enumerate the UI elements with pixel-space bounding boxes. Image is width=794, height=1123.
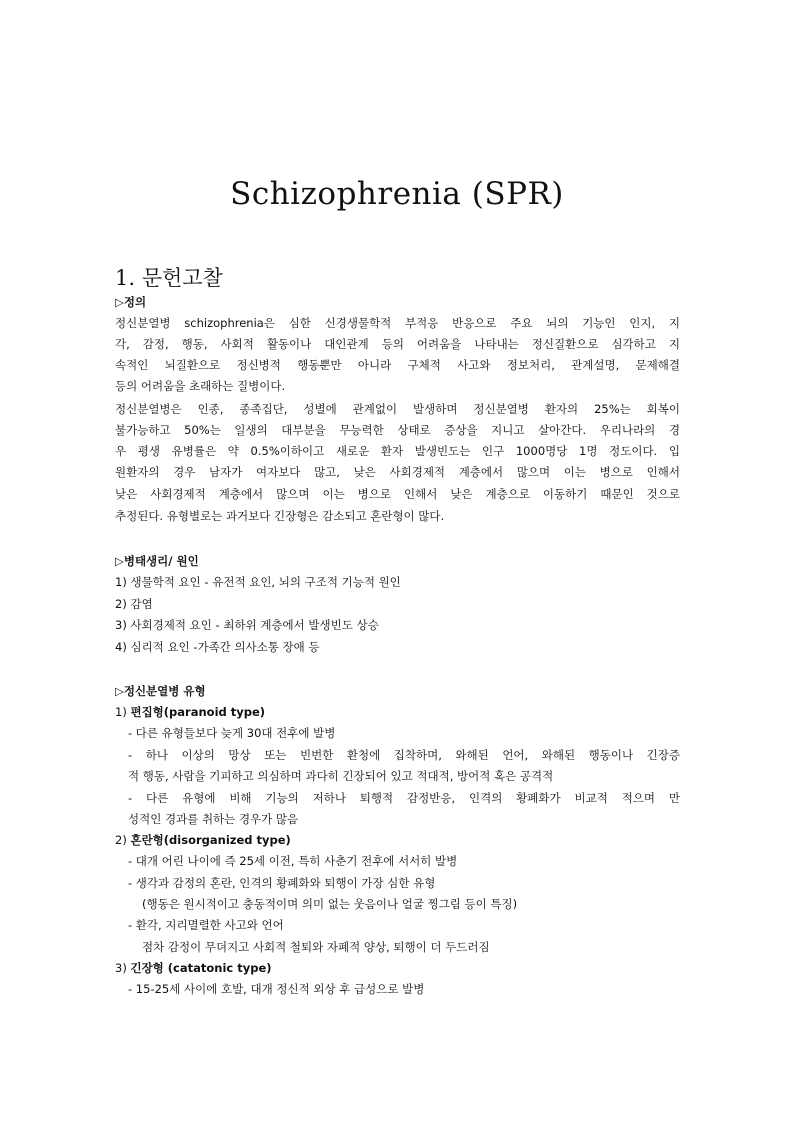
type-detail-line: - 환각, 지리멸렬한 사고와 언어 <box>128 918 284 932</box>
type-name: 편집형(paranoid type) <box>130 705 266 719</box>
epidemiology-line: 원환자의 경우 남자가 여자보다 많고, 낮은 사회경제적 계층에서 많으며 이는 병으로 인해서 <box>115 465 680 479</box>
type-detail-line: - 대개 어린 나이에 즉 25세 이전, 특히 사춘기 전후에 서서히 발병 <box>128 854 458 868</box>
causes-heading: ▷병태생리/ 원인 <box>115 554 199 568</box>
type-number: 3) <box>115 961 131 975</box>
definition-line: 등의 어려움을 초래하는 질병이다. <box>115 379 286 393</box>
cause-item: 2) 감염 <box>115 597 153 611</box>
definition-heading: ▷정의 <box>115 295 147 309</box>
type-name: 혼란형(disorganized type) <box>130 833 291 847</box>
type-detail-line: - 다른 유형들보다 늦게 30대 전후에 발병 <box>128 726 336 740</box>
cause-item: 4) 심리적 요인 -가족간 의사소통 장애 등 <box>115 640 320 654</box>
type-detail-line: (행동은 원시적이고 충동적이며 의미 없는 웃음이나 얼굴 찡그림 등이 특징) <box>142 897 518 911</box>
type-name: 긴장형 (catatonic type) <box>130 961 272 975</box>
definition-line: 정신분열병 schizophrenia은 심한 신경생물학적 부적응 반응으로 주요 뇌의 기능인 인지, 지 <box>115 316 680 330</box>
type-detail-line: 점차 감정이 무뎌지고 사회적 철퇴와 자폐적 양상, 퇴행이 더 두드러짐 <box>142 940 490 954</box>
type-number: 2) <box>115 833 131 847</box>
type-detail-line: - 다른 유형에 비해 기능의 저하나 퇴행적 감정반응, 인격의 황폐화가 비교적 적으며 만 <box>128 791 680 805</box>
epidemiology-line: 정신분열병은 인종, 종족집단, 성별에 관계없이 발생하며 정신분열병 환자의 25%는 회복이 <box>115 402 680 416</box>
type-number: 1) <box>115 705 131 719</box>
type-detail-line: 적 행동, 사람을 기피하고 의심하며 과다히 긴장되어 있고 적대적, 방어적 혹은 공격적 <box>128 769 554 783</box>
section-heading: 1. 문헌고찰 <box>115 266 223 290</box>
type-detail-line: - 생각과 감정의 혼란, 인격의 황폐화와 퇴행이 가장 심한 유형 <box>128 876 436 890</box>
document-title: Schizophrenia (SPR) <box>230 176 564 212</box>
type-detail-line: 성적인 경과를 취하는 경우가 많음 <box>128 812 299 826</box>
types-heading: ▷정신분열병 유형 <box>115 684 206 698</box>
definition-line: 속적인 뇌질환으로 정신병적 행동뿐만 아니라 구체적 사고와 정보처리, 관계설명, 문제해결 <box>115 358 680 372</box>
cause-item: 3) 사회경제적 요인 - 최하위 계층에서 발생빈도 상승 <box>115 618 379 632</box>
type-disorganized-title <box>115 830 680 851</box>
type-detail-line: - 15-25세 사이에 호발, 대개 정신적 외상 후 급성으로 발병 <box>128 982 425 996</box>
epidemiology-line: 추정된다. 유형별로는 과거보다 긴장형은 감소되고 혼란형이 많다. <box>115 509 445 523</box>
type-catatonic-title <box>115 958 680 979</box>
epidemiology-line: 우 평생 유병률은 약 0.5%이하이고 새로운 환자 발생빈도는 인구 1000명당 1명 정도이다. 입 <box>115 444 680 458</box>
epidemiology-line: 낮은 사회경제적 계층에서 많으며 이는 병으로 인해서 낮은 계층으로 이동하기 때문인 것으로 <box>115 487 680 501</box>
type-paranoid-title <box>115 702 680 723</box>
definition-line: 각, 감정, 행동, 사회적 활동이나 대인관계 등의 어려움을 나타내는 정신질환으로 심각하고 지 <box>115 337 680 351</box>
epidemiology-line: 불가능하고 50%는 일생의 대부분을 무능력한 상태로 증상을 지니고 살아간다. 우리나라의 경 <box>115 423 680 437</box>
cause-item: 1) 생물학적 요인 - 유전적 요인, 뇌의 구조적 기능적 원인 <box>115 575 401 589</box>
type-detail-line: - 하나 이상의 망상 또는 빈번한 환청에 집착하며, 와해된 언어, 와해된 행동이나 긴장증 <box>128 748 680 762</box>
